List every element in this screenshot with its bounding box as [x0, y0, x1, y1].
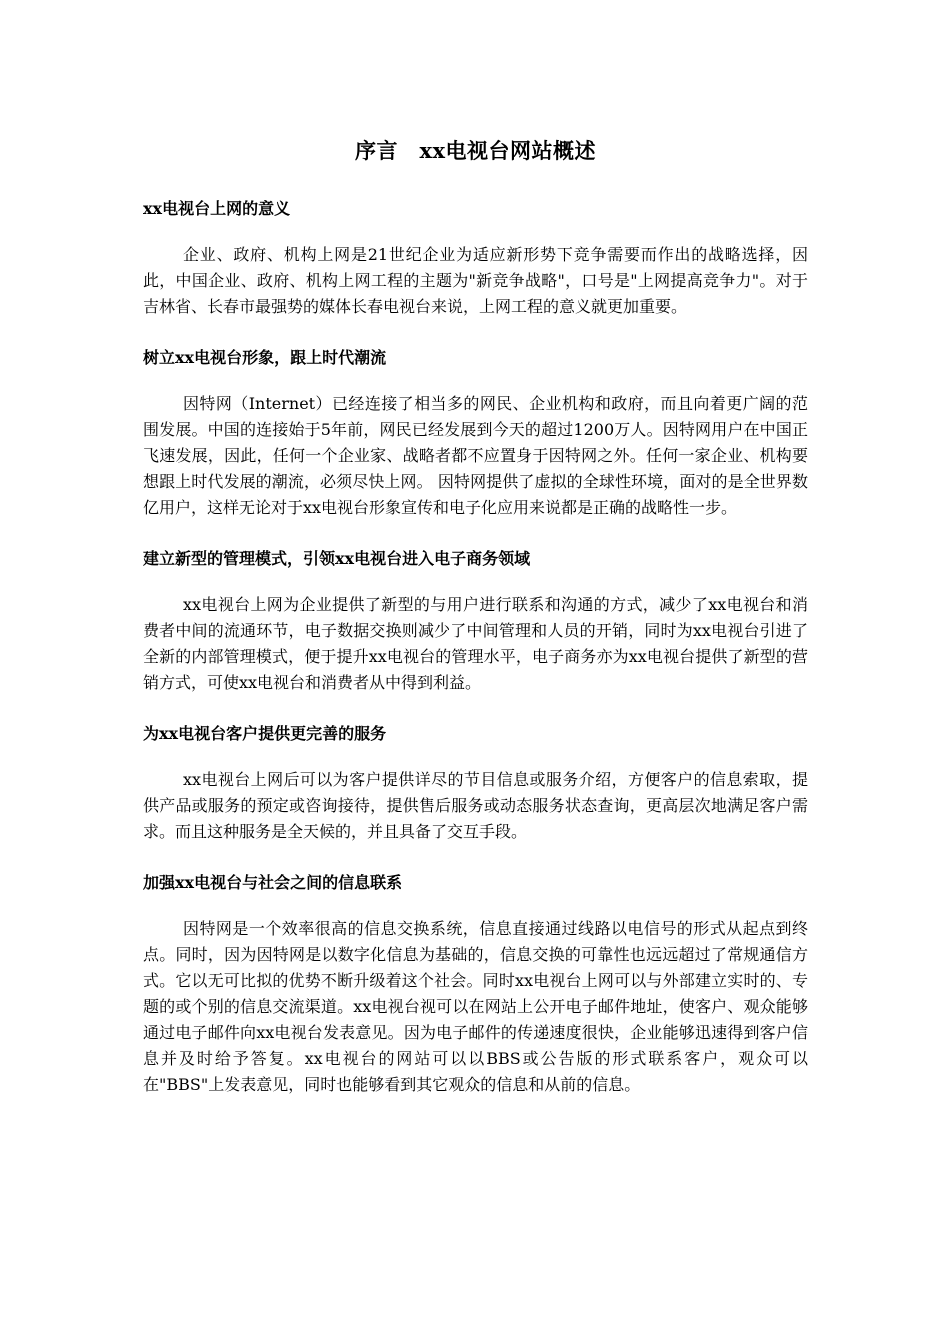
section-heading: 为xx电视台客户提供更完善的服务: [143, 724, 387, 743]
section-significance: [143, 197, 808, 320]
section-paragraph: xx电视台上网后可以为客户提供详尽的节目信息或服务介绍，方便客户的信息索取，提供产品或服务的预定或咨询接待，提供售后服务或动态服务状态查询，更高层次地满足客户需求。而且这种服务是全天候的，并且具备了交互手段。: [143, 770, 808, 841]
section-paragraph: xx电视台上网为企业提供了新型的与用户进行联系和沟通的方式，减少了xx电视台和消费者中间的流通环节，电子数据交换则减少了中间管理和人员的开销，同时为xx电视台引进了全新的内部管理模式，便于提升xx电视台的管理水平，电子商务亦为xx电视台提供了新型的营销方式，可使xx电视台和消费者从中得到利益。: [143, 595, 808, 692]
section-paragraph: 因特网（Internet）已经连接了相当多的网民、企业机构和政府，而且向着更广阔的范围发展。中国的连接始于5年前，网民已经发展到今天的超过1200万人。因特网用户在中国正飞速发展，因此，任何一个企业家、战略者都不应置身于因特网之外。任何一家企业、机构要想跟上时代发展的潮流，必须尽快上网。 因特网提供了虚拟的全球性环境，面对的是全世界数亿用户，这样无论对于xx电视台形象宣传和电子化应用来说都是正确的战略性一步。: [143, 394, 808, 517]
document-page: [143, 136, 808, 1124]
section-paragraph: 企业、政府、机构上网是21世纪企业为适应新形势下竞争需要而作出的战略选择，因此，中国企业、政府、机构上网工程的主题为"新竞争战略"，口号是"上网提高竞争力"。对于吉林省、长春市最强势的媒体长春电视台来说，上网工程的意义就更加重要。: [143, 245, 808, 316]
section-management: [143, 547, 808, 696]
section-heading: 加强xx电视台与社会之间的信息联系: [143, 873, 403, 892]
document-title: 序言 xx电视台网站概述: [354, 138, 597, 163]
section-heading: 建立新型的管理模式，引领xx电视台进入电子商务领域: [143, 549, 531, 568]
section-image: [143, 346, 808, 521]
section-heading: xx电视台上网的意义: [143, 199, 291, 218]
section-service: [143, 722, 808, 845]
section-paragraph: 因特网是一个效率很高的信息交换系统，信息直接通过线路以电信号的形式从起点到终点。同时，因为因特网是以数字化信息为基础的，信息交换的可靠性也远远超过了常规通信方式。它以无可比拟的优势不断升级着这个社会。同时xx电视台上网可以与外部建立实时的、专题的或个别的信息交流渠道。xx电视台视可以在网站上公开电子邮件地址，使客户、观众能够通过电子邮件向xx电视台发表意见。因为电子邮件的传递速度很快，企业能够迅速得到客户信息并及时给予答复。xx电视台的网站可以以BBS或公告版的形式联系客户，观众可以在"BBS"上发表意见，同时也能够看到其它观众的信息和从前的信息。: [143, 919, 808, 1094]
section-heading: 树立xx电视台形象，跟上时代潮流: [143, 348, 387, 367]
section-information: [143, 871, 808, 1098]
